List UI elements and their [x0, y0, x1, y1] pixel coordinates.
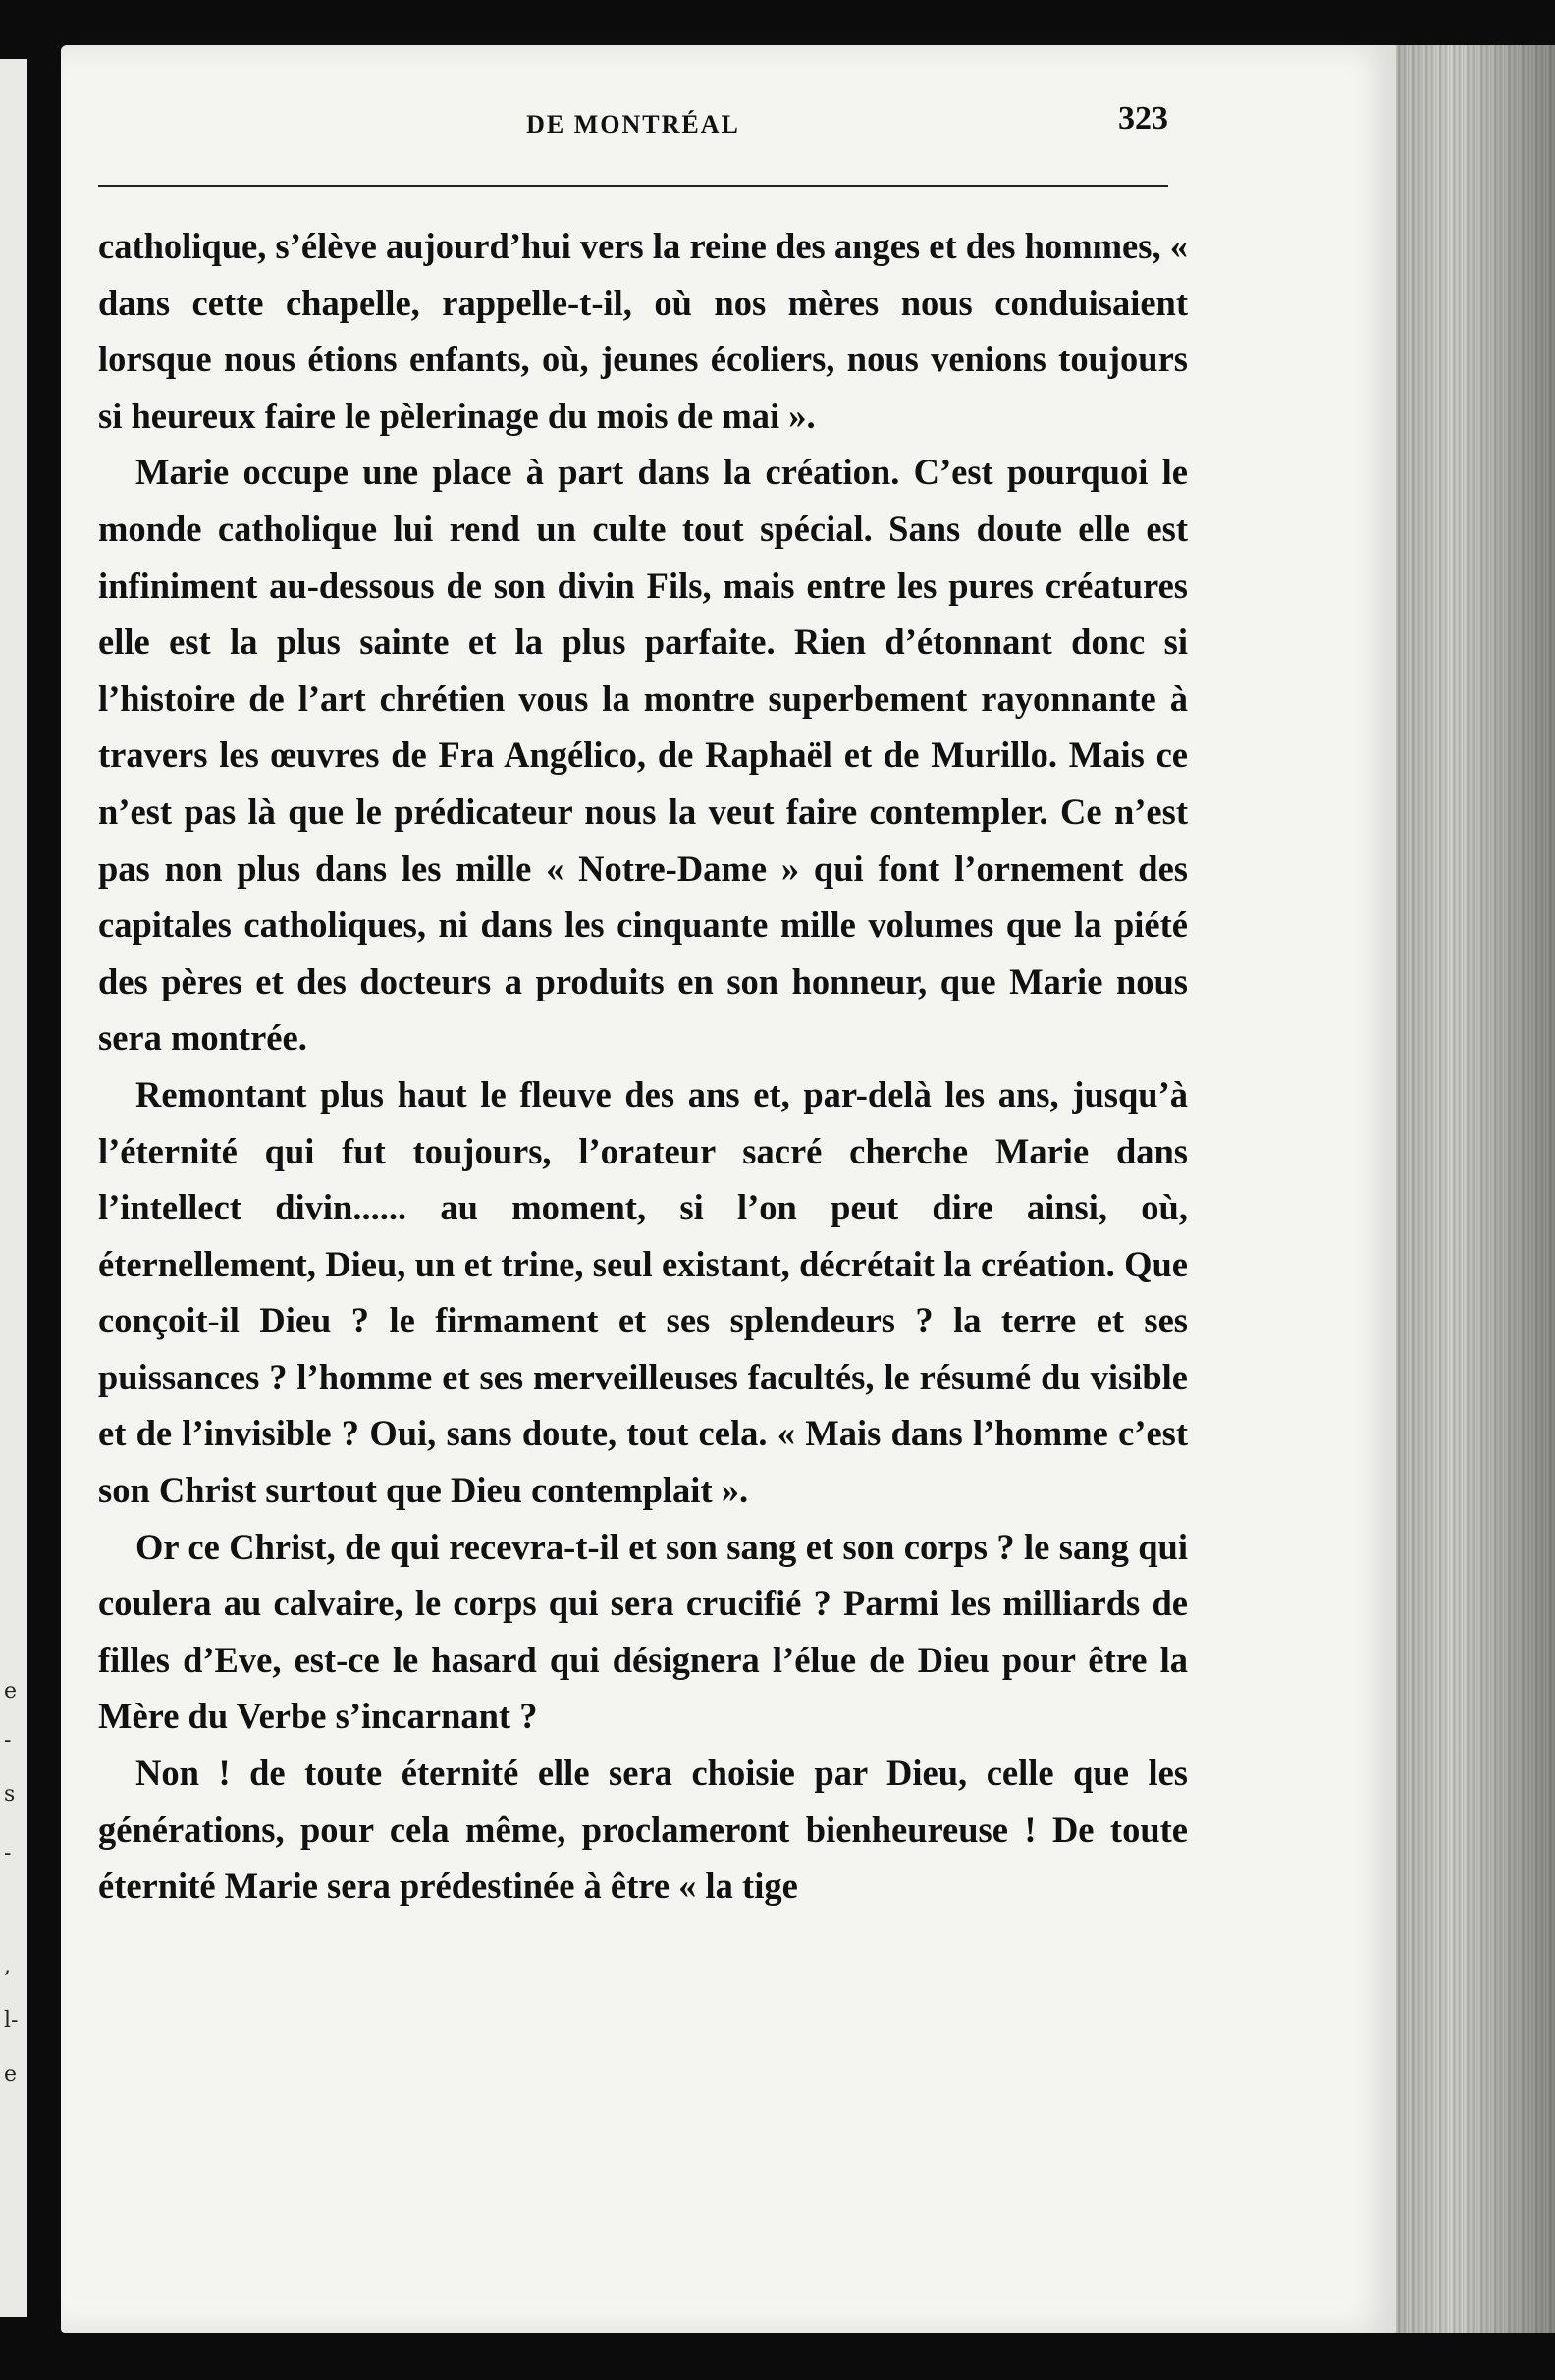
margin-mark: e [4, 2062, 18, 2086]
facing-page-edge [0, 59, 27, 2317]
paragraph: Non ! de toute éternité elle sera choisie par Dieu, celle que les générations, pour cela même, proclameront bienheureuse ! De toute éternité Marie sera prédestinée à être « la tige [98, 1753, 1188, 1907]
paragraph: catholique, s’élève aujourd’hui vers la reine des anges et des hommes, « dans cette chapelle, rappelle-t-il, où nos mères nous conduisaient lorsque nous étions enfants, où, jeunes écoliers, nous venions toujours si heureux faire le pèlerinage du mois de mai ». [98, 226, 1188, 436]
paragraph: Marie occupe une place à part dans la création. C’est pourquoi le monde catholique lui rend un culte tout spécial. Sans doute elle est infiniment au-dessous de son divin Fils, mais entre les pures créatures elle est la plus sainte et la plus parfaite. Rien d’étonnant donc si l’histoire de l’art chrétien vous la montre superbement rayonnante à travers les œuvres de Fra Angélico, de Raphaël et de Murillo. Mais ce n’est pas là que le prédicateur nous la veut faire contempler. Ce n’est pas non plus dans les mille « Notre-Dame » qui font l’ornement des capitales catholiques, ni dans les cinquante mille volumes que la piété des pères et des docteurs a produits en son honneur, que Marie nous sera montrée. [98, 452, 1188, 1058]
margin-mark: - [4, 1728, 12, 1753]
margin-mark: , [4, 1954, 11, 1978]
paragraph: Remontant plus haut le fleuve des ans et, par-delà les ans, jusqu’à l’éternité qui fut toujours, l’orateur sacré cherche Marie dans l’intellect divin...... au moment, si l’on peut dire ainsi, où, éternellement, Dieu, un et trine, seul existant, décrétait la création. Que conçoit-il Dieu ? le firmament et ses splendeurs ? la terre et ses puissances ? l’homme et ses merveilleuses facultés, le résumé du visible et de l’invisible ? Oui, sans doute, tout cela. « Mais dans l’homme c’est son Christ surtout que Dieu contemplait ». [98, 1073, 1188, 1511]
margin-mark: l- [4, 2008, 19, 2032]
running-title: DE MONTRÉAL [526, 110, 740, 138]
page-block-edges [1374, 45, 1555, 2333]
page-header [98, 98, 1168, 147]
margin-mark: e [4, 1679, 18, 1704]
paragraph: Or ce Christ, de qui recevra-t-il et son sang et son corps ? le sang qui coulera au calvaire, le corps qui sera crucifié ? Parmi les milliards de filles d’Eve, est-ce le hasard qui désignera l’élue de Dieu pour être la Mère du Verbe s’incarnant ? [98, 1526, 1188, 1737]
margin-mark: s [4, 1782, 16, 1807]
margin-mark: - [4, 1841, 12, 1866]
page-body [98, 218, 1188, 1915]
page-number: 323 [1118, 100, 1168, 136]
header-rule [98, 185, 1168, 187]
